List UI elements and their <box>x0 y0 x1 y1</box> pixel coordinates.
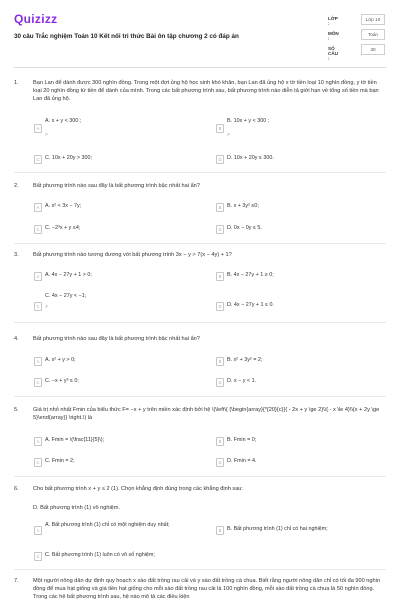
option-text: C. Fmin = 2; <box>45 458 75 464</box>
option-text: C. 4x − 27y < −1; <box>45 293 87 299</box>
option-letter-box[interactable]: D <box>216 302 224 311</box>
option-4d[interactable] <box>216 378 376 387</box>
option-1d[interactable] <box>216 155 376 164</box>
option-text: B. x² + 3y² = 2; <box>227 357 263 363</box>
option-letter-box[interactable]: B <box>216 203 224 212</box>
question-4 <box>14 335 386 344</box>
option-4b[interactable] <box>216 357 376 366</box>
option-2b[interactable] <box>216 203 376 212</box>
option-letter-box[interactable]: D <box>216 458 224 467</box>
question-divider <box>14 476 386 477</box>
option-text: D. 0x − 0y ≤ 5. <box>227 225 262 231</box>
question-divider <box>14 172 386 173</box>
option-letter-box[interactable]: B <box>216 437 224 446</box>
option-letter-box[interactable]: A <box>34 437 42 446</box>
option-letter-box[interactable]: D <box>216 155 224 164</box>
option-6a[interactable] <box>34 522 204 538</box>
option-text: A. x² + y > 0; <box>45 357 76 363</box>
option-extra: > <box>45 304 48 310</box>
document-title: 30 câu Trắc nghiệm Toán 10 Kết nối tri thức Bài ôn tập chương 2 có đáp án <box>14 33 239 40</box>
option-text: D. Fmin = 4. <box>227 458 257 464</box>
option-text: A. Fmin = \(\frac{11}{5}\); <box>45 437 105 443</box>
meta-count-value: 30 <box>361 44 385 55</box>
option-text: C. 10x + 20y > 300; <box>45 155 93 161</box>
option-text: D. 4x − 27y + 1 ≤ 0. <box>227 302 275 308</box>
question-text: Một người nông dân dự định quy hoạch x sào đất trồng rau cải và y sào đất trồng cà chua. Biết rằng người nông dân chỉ có tối đa 900 nghìn đồng để mua hạt giống và giá tiền hạt giống cho mỗi sào đất trồng rau cải là 100 nghìn đồng, mỗi sào đất trồng cà chua là 50 nghìn đồng. Trong các hệ bất phương trình sau, hệ nào mô tả các điều kiện <box>33 578 381 600</box>
option-extra: > <box>45 132 48 138</box>
option-letter-box[interactable]: A <box>34 124 42 133</box>
option-text: C. −x + y³ ≤ 0; <box>45 378 79 384</box>
option-letter-box[interactable]: D <box>216 378 224 387</box>
option-1c[interactable] <box>34 155 194 164</box>
option-5b[interactable] <box>216 437 376 446</box>
option-6c[interactable] <box>34 552 234 561</box>
option-text: D. 10x + 20y ≤ 300. <box>227 155 274 161</box>
question-3 <box>14 251 386 260</box>
option-letter-box[interactable]: A <box>34 526 42 535</box>
option-text: A. Bất phương trình (1) chỉ có một nghiệm duy nhất; <box>45 522 170 528</box>
question-5 <box>14 406 386 424</box>
question-divider <box>14 569 386 570</box>
option-3a[interactable] <box>34 272 194 281</box>
question-extra-text: D. Bất phương trình (1) vô nghiệm. <box>33 505 121 511</box>
option-letter-box[interactable]: C <box>34 458 42 467</box>
meta-subject-value: Toán <box>361 29 385 40</box>
option-5d[interactable] <box>216 458 376 467</box>
header-divider <box>14 67 386 68</box>
option-5a[interactable] <box>34 437 194 446</box>
header <box>0 0 400 62</box>
question-text: Bất phương trình nào tương đương với bất phương trình 3x − y > 7(x − 4y) + 1? <box>33 252 232 258</box>
option-2a[interactable] <box>34 203 194 212</box>
option-letter-box[interactable]: C <box>34 302 42 311</box>
question-number: 1. <box>14 80 19 86</box>
option-text: C. Bất phương trình (1) luôn có vô số nghiệm; <box>45 552 155 558</box>
question-1 <box>14 79 386 119</box>
question-number: 4. <box>14 336 19 342</box>
option-letter-box[interactable]: A <box>34 272 42 281</box>
question-6 <box>14 485 386 494</box>
question-6-note <box>14 504 386 513</box>
question-7 <box>14 577 386 600</box>
option-text: C. −2³x + y ≤4; <box>45 225 81 231</box>
question-number: 6. <box>14 486 19 492</box>
option-text: B. Bất phương trình (1) chỉ có hai nghiệm; <box>227 526 328 532</box>
question-text: Giá trị nhỏ nhất Fmin của biểu thức F= −x + y trên miền xác định bởi hệ \(\left\{ {\begin{array}{*{20}{c}}{ - 2x + y \ge 2}\\{ - x \le 4}\\{x + 2y \ge 5}\end{array}} \right.\) là <box>33 407 380 421</box>
option-1a[interactable] <box>34 118 194 138</box>
option-letter-box[interactable]: D <box>216 225 224 234</box>
meta-grade-value: Lớp 10 <box>361 14 385 25</box>
option-text: D. x − y < 1. <box>227 378 257 384</box>
option-3b[interactable] <box>216 272 376 281</box>
question-text: Bạn Lan để dành được 300 nghìn đồng. Trong một đợt ủng hộ học sinh khó khăn, bạn Lan đã ủng hộ x tờ tiền loại 10 nghìn đồng, y tờ tiền loại 20 nghìn đồng từ tiền để dành của mình. Trong các bất phương trình sau, bất phương trình nào diễn tả giới hạn về tổng số tiền mà bạn Lan đã ủng hộ. <box>33 80 379 102</box>
option-5c[interactable] <box>34 458 194 467</box>
option-letter-box[interactable]: C <box>34 552 42 561</box>
question-divider <box>14 243 386 244</box>
option-6b[interactable] <box>216 526 386 535</box>
option-letter-box[interactable]: C <box>34 378 42 387</box>
option-2d[interactable] <box>216 225 376 234</box>
meta-subject-label: MÔN : <box>328 31 339 41</box>
question-divider <box>14 396 386 397</box>
option-text: B. 10x + y < 300 ; <box>227 118 270 124</box>
option-letter-box[interactable]: C <box>34 155 42 164</box>
option-text: B. x + 3y² ≤0; <box>227 203 259 209</box>
option-letter-box[interactable]: C <box>34 225 42 234</box>
option-text: B. 4x − 27y + 1 ≥ 0; <box>227 272 274 278</box>
option-4a[interactable] <box>34 357 194 366</box>
option-3c[interactable] <box>34 293 194 313</box>
question-divider <box>14 322 386 323</box>
option-letter-box[interactable]: B <box>216 357 224 366</box>
question-number: 3. <box>14 252 19 258</box>
meta-grade-label: LỚP : <box>328 16 338 26</box>
meta-count-label: SỐ CÂU : <box>328 46 338 61</box>
option-text: A. 4x − 27y + 1 > 0; <box>45 272 92 278</box>
option-4c[interactable] <box>34 378 194 387</box>
question-text: Bất phương trình nào sau đây là bất phương trình bậc nhất hai ẩn? <box>33 336 200 342</box>
option-text: A. x + y < 300 ; <box>45 118 82 124</box>
option-extra: > <box>227 132 230 138</box>
option-letter-box[interactable]: B <box>216 272 224 281</box>
question-text: Cho bất phương trình x + y ≤ 2 (1). Chọn khẳng định đúng trong các khẳng định sau: <box>33 486 243 492</box>
question-number: 7. <box>14 578 19 584</box>
option-2c[interactable] <box>34 225 194 234</box>
quizizz-logo[interactable]: Quizizz <box>14 12 58 26</box>
question-number: 5. <box>14 407 19 413</box>
option-letter-box[interactable]: B <box>216 526 224 535</box>
question-text: Bất phương trình nào sau đây là bất phương trình bậc nhất hai ẩn? <box>33 183 200 189</box>
option-1b[interactable] <box>216 118 376 138</box>
option-letter-box[interactable]: A <box>34 203 42 212</box>
option-letter-box[interactable]: A <box>34 357 42 366</box>
option-3d[interactable] <box>216 302 376 311</box>
option-text: A. x² < 3x − 7y; <box>45 203 82 209</box>
option-text: B. Fmin = 0; <box>227 437 257 443</box>
question-number: 2. <box>14 183 19 189</box>
option-letter-box[interactable]: B <box>216 124 224 133</box>
question-2 <box>14 182 386 191</box>
